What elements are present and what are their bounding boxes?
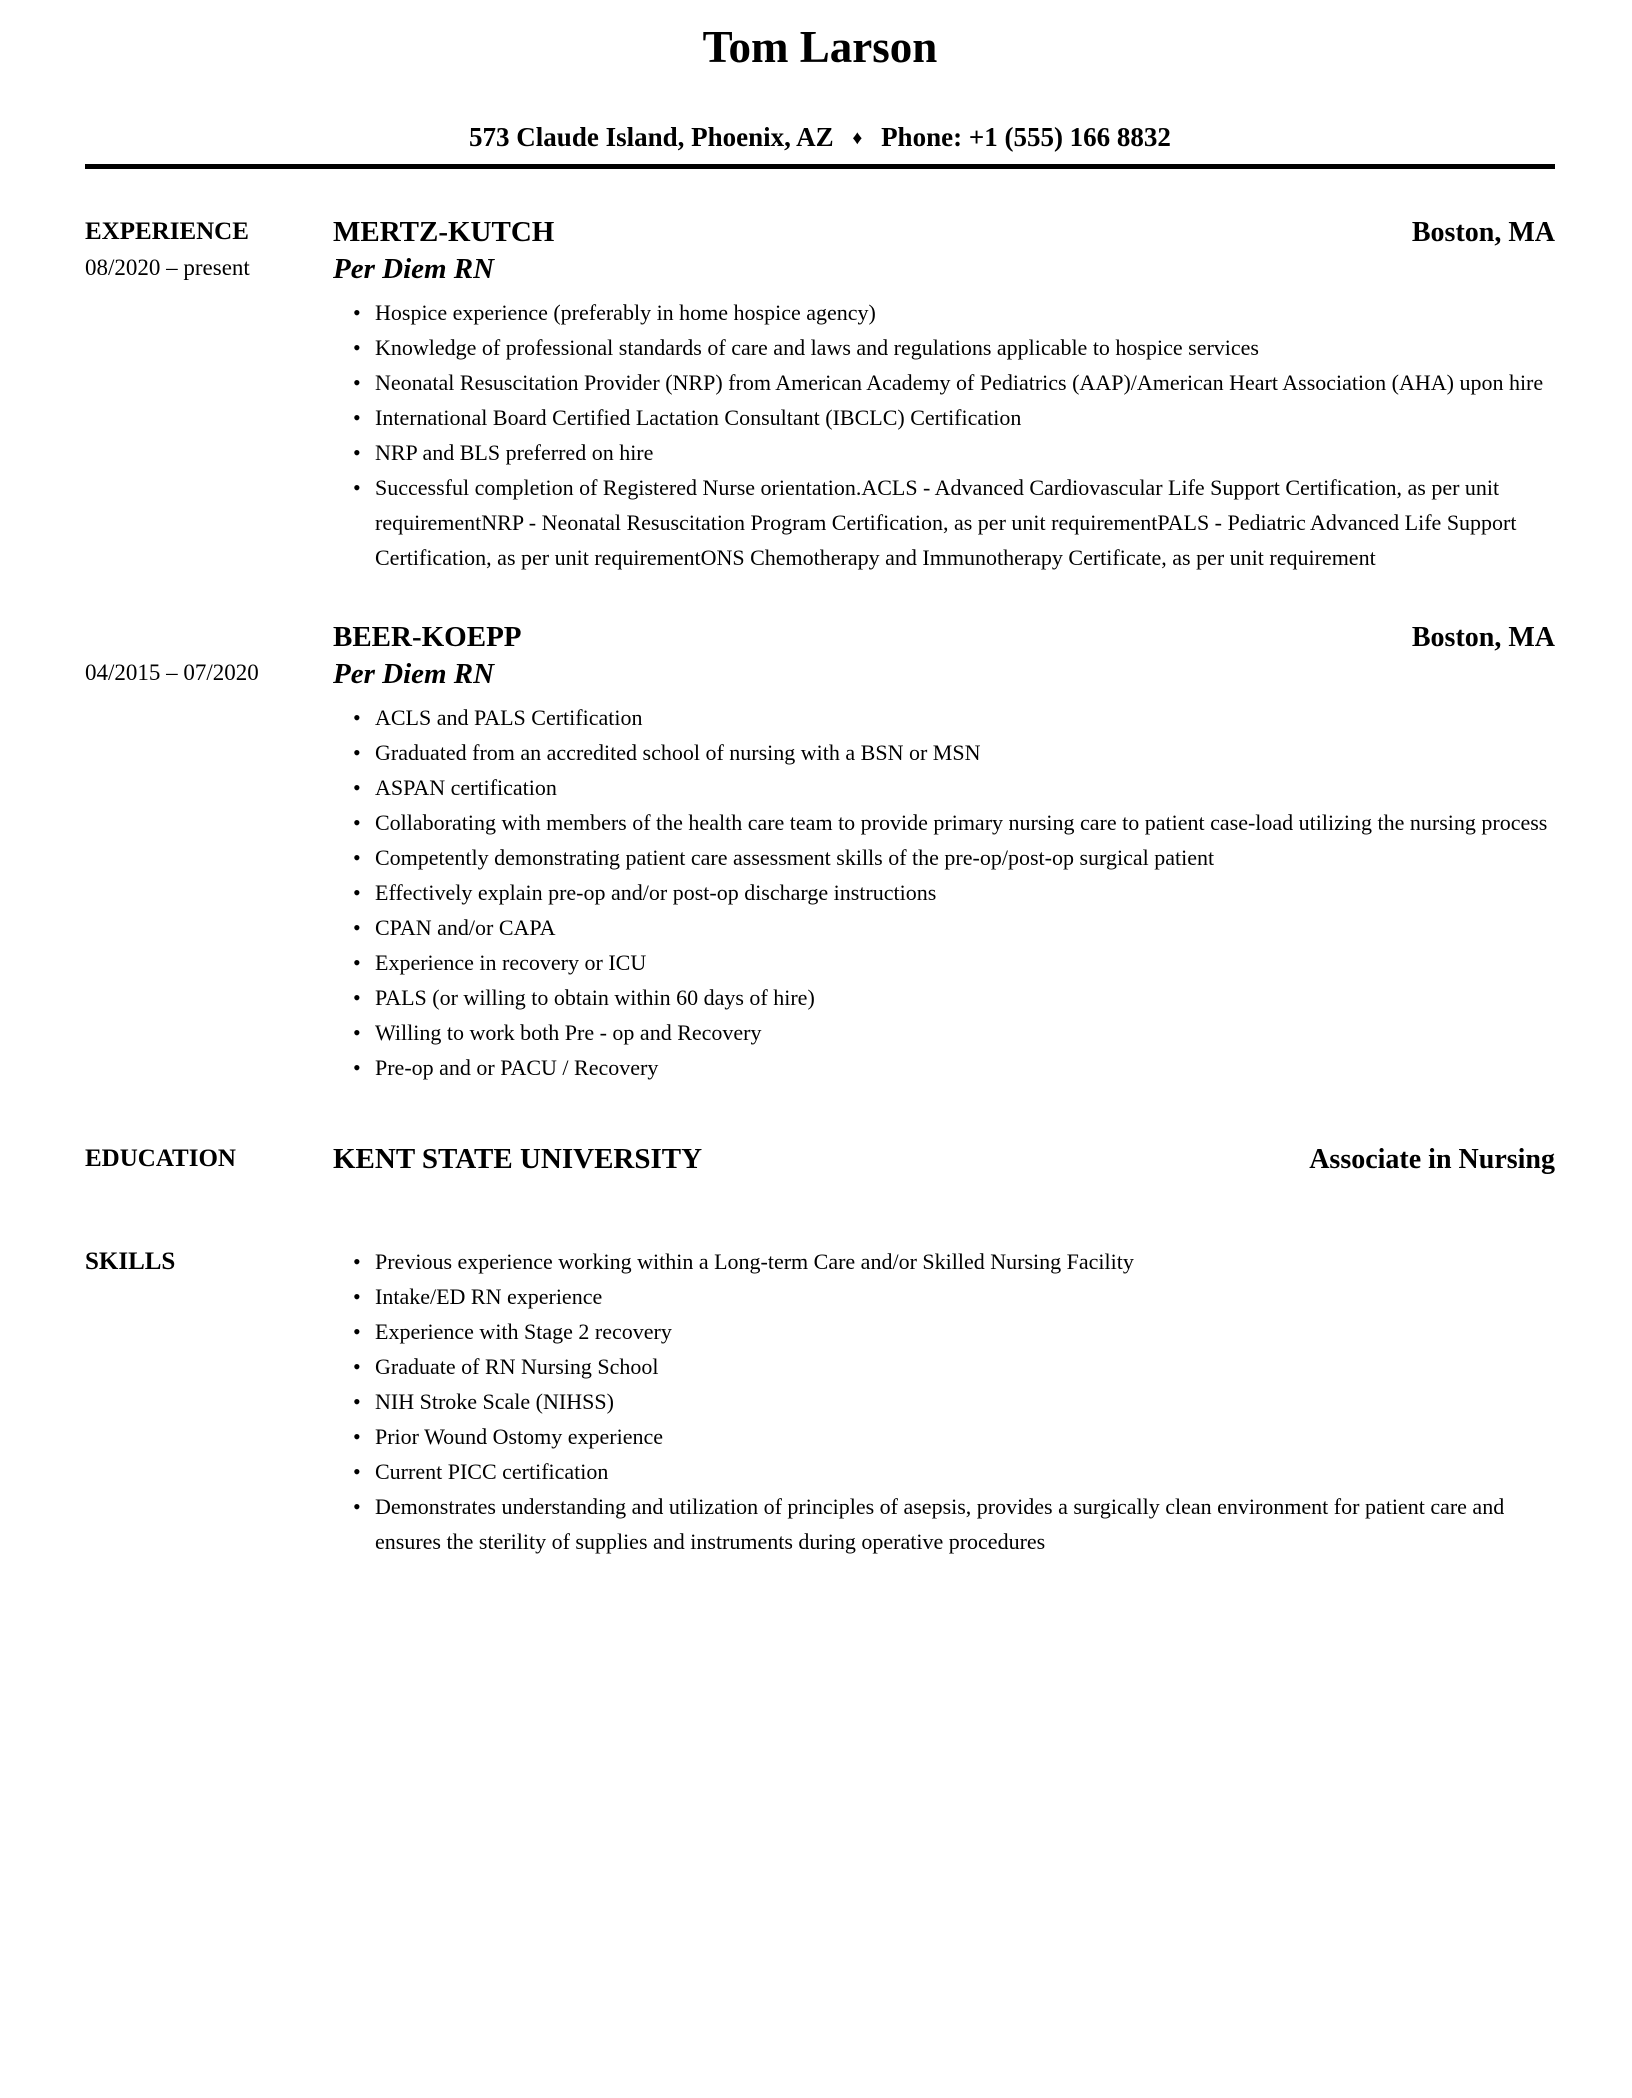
skills-details <box>333 1244 1555 1559</box>
diamond-icon: ♦ <box>852 128 863 150</box>
bullet-item: • PALS (or willing to obtain within 60 days of hire) <box>333 980 1555 1015</box>
bullet-item: • ACLS and PALS Certification <box>333 700 1555 735</box>
bullet-item: • Experience with Stage 2 recovery <box>333 1314 1555 1349</box>
education-details <box>333 1141 1555 1178</box>
job-title: Per Diem RN <box>333 658 495 691</box>
experience-entry-mertz-kutch <box>85 214 1555 575</box>
bullet-item: • Previous experience working within a Long-term Care and/or Skilled Nursing Facility <box>333 1244 1555 1279</box>
experience-entry-beer-koepp <box>85 619 1555 1085</box>
bullet-item: • Pre-op and or PACU / Recovery <box>333 1050 1555 1085</box>
company-location: Boston, MA <box>1411 622 1555 654</box>
bullet-item: • Current PICC certification <box>333 1454 1555 1489</box>
job-header-row <box>333 214 1555 251</box>
bullet-item: • Hospice experience (preferably in home hospice agency) <box>333 295 1555 330</box>
resume-body <box>85 214 1555 1559</box>
job-title: Per Diem RN <box>333 253 495 286</box>
company-name: BEER-KOEPP <box>333 621 522 654</box>
address-text: 573 Claude Island, Phoenix, AZ <box>469 122 834 152</box>
job-dates: 08/2020 – present <box>85 255 250 281</box>
education-section <box>85 1141 1555 1178</box>
education-left-column <box>85 1141 333 1177</box>
bullet-item: • Experience in recovery or ICU <box>333 945 1555 980</box>
job-details <box>333 214 1555 575</box>
phone-text: Phone: +1 (555) 166 8832 <box>881 122 1171 152</box>
bullet-item: • Competently demonstrating patient care assessment skills of the pre-op/post-op surgical patient <box>333 840 1555 875</box>
school-name: KENT STATE UNIVERSITY <box>333 1143 703 1176</box>
bullet-item: • Effectively explain pre-op and/or post-op discharge instructions <box>333 875 1555 910</box>
company-name: MERTZ-KUTCH <box>333 216 555 249</box>
skills-section <box>85 1244 1555 1559</box>
bullet-item: • Demonstrates understanding and utilization of principles of asepsis, provides a surgically clean environment for patient care and ensures the sterility of supplies and instruments during operative procedures <box>333 1489 1555 1559</box>
job-details <box>333 619 1555 1085</box>
skills-left-column <box>85 1244 333 1279</box>
bullet-item: • CPAN and/or CAPA <box>333 910 1555 945</box>
education-header-row <box>333 1141 1555 1178</box>
bullet-item: • Neonatal Resuscitation Provider (NRP) from American Academy of Pediatrics (AAP)/American Heart Association (AHA) upon hire <box>333 365 1555 400</box>
experience-left-column <box>85 619 333 691</box>
bullet-item: • Knowledge of professional standards of care and laws and regulations applicable to hospice services <box>333 330 1555 365</box>
bullet-item: • International Board Certified Lactation Consultant (IBCLC) Certification <box>333 400 1555 435</box>
bullet-item: • Successful completion of Registered Nurse orientation.ACLS - Advanced Cardiovascular Life Support Certification, as per unit requirementNRP - Neonatal Resuscitation Program Certification, as per unit requirementPALS - Pediatric Advanced Life Support Certification, as per unit requirementONS Chemotherapy and Immunotherapy Certificate, as per unit requirement <box>333 470 1555 575</box>
job-bullet-list <box>333 295 1555 575</box>
section-label-education: EDUCATION <box>85 1145 236 1173</box>
company-location: Boston, MA <box>1411 217 1555 249</box>
job-header-row <box>333 619 1555 656</box>
bullet-item: • Prior Wound Ostomy experience <box>333 1419 1555 1454</box>
degree-name: Associate in Nursing <box>1309 1144 1555 1176</box>
person-name: Tom Larson <box>702 22 938 72</box>
bullet-item: • Graduated from an accredited school of nursing with a BSN or MSN <box>333 735 1555 770</box>
bullet-item: • Willing to work both Pre - op and Recovery <box>333 1015 1555 1050</box>
section-label-skills: SKILLS <box>85 1248 176 1276</box>
experience-left-column <box>85 214 333 286</box>
job-dates: 04/2015 – 07/2020 <box>85 660 259 686</box>
bullet-item: • ASPAN certification <box>333 770 1555 805</box>
section-label-experience: EXPERIENCE <box>85 218 249 246</box>
bullet-item: • Graduate of RN Nursing School <box>333 1349 1555 1384</box>
skills-bullet-list <box>333 1244 1555 1559</box>
contact-line <box>85 122 1555 154</box>
bullet-item: • NIH Stroke Scale (NIHSS) <box>333 1384 1555 1419</box>
bullet-item: • Collaborating with members of the health care team to provide primary nursing care to patient case-load utilizing the nursing process <box>333 805 1555 840</box>
bullet-item: • NRP and BLS preferred on hire <box>333 435 1555 470</box>
resume-header <box>85 20 1555 169</box>
bullet-item: • Intake/ED RN experience <box>333 1279 1555 1314</box>
header-divider <box>85 164 1555 169</box>
job-bullet-list <box>333 700 1555 1085</box>
